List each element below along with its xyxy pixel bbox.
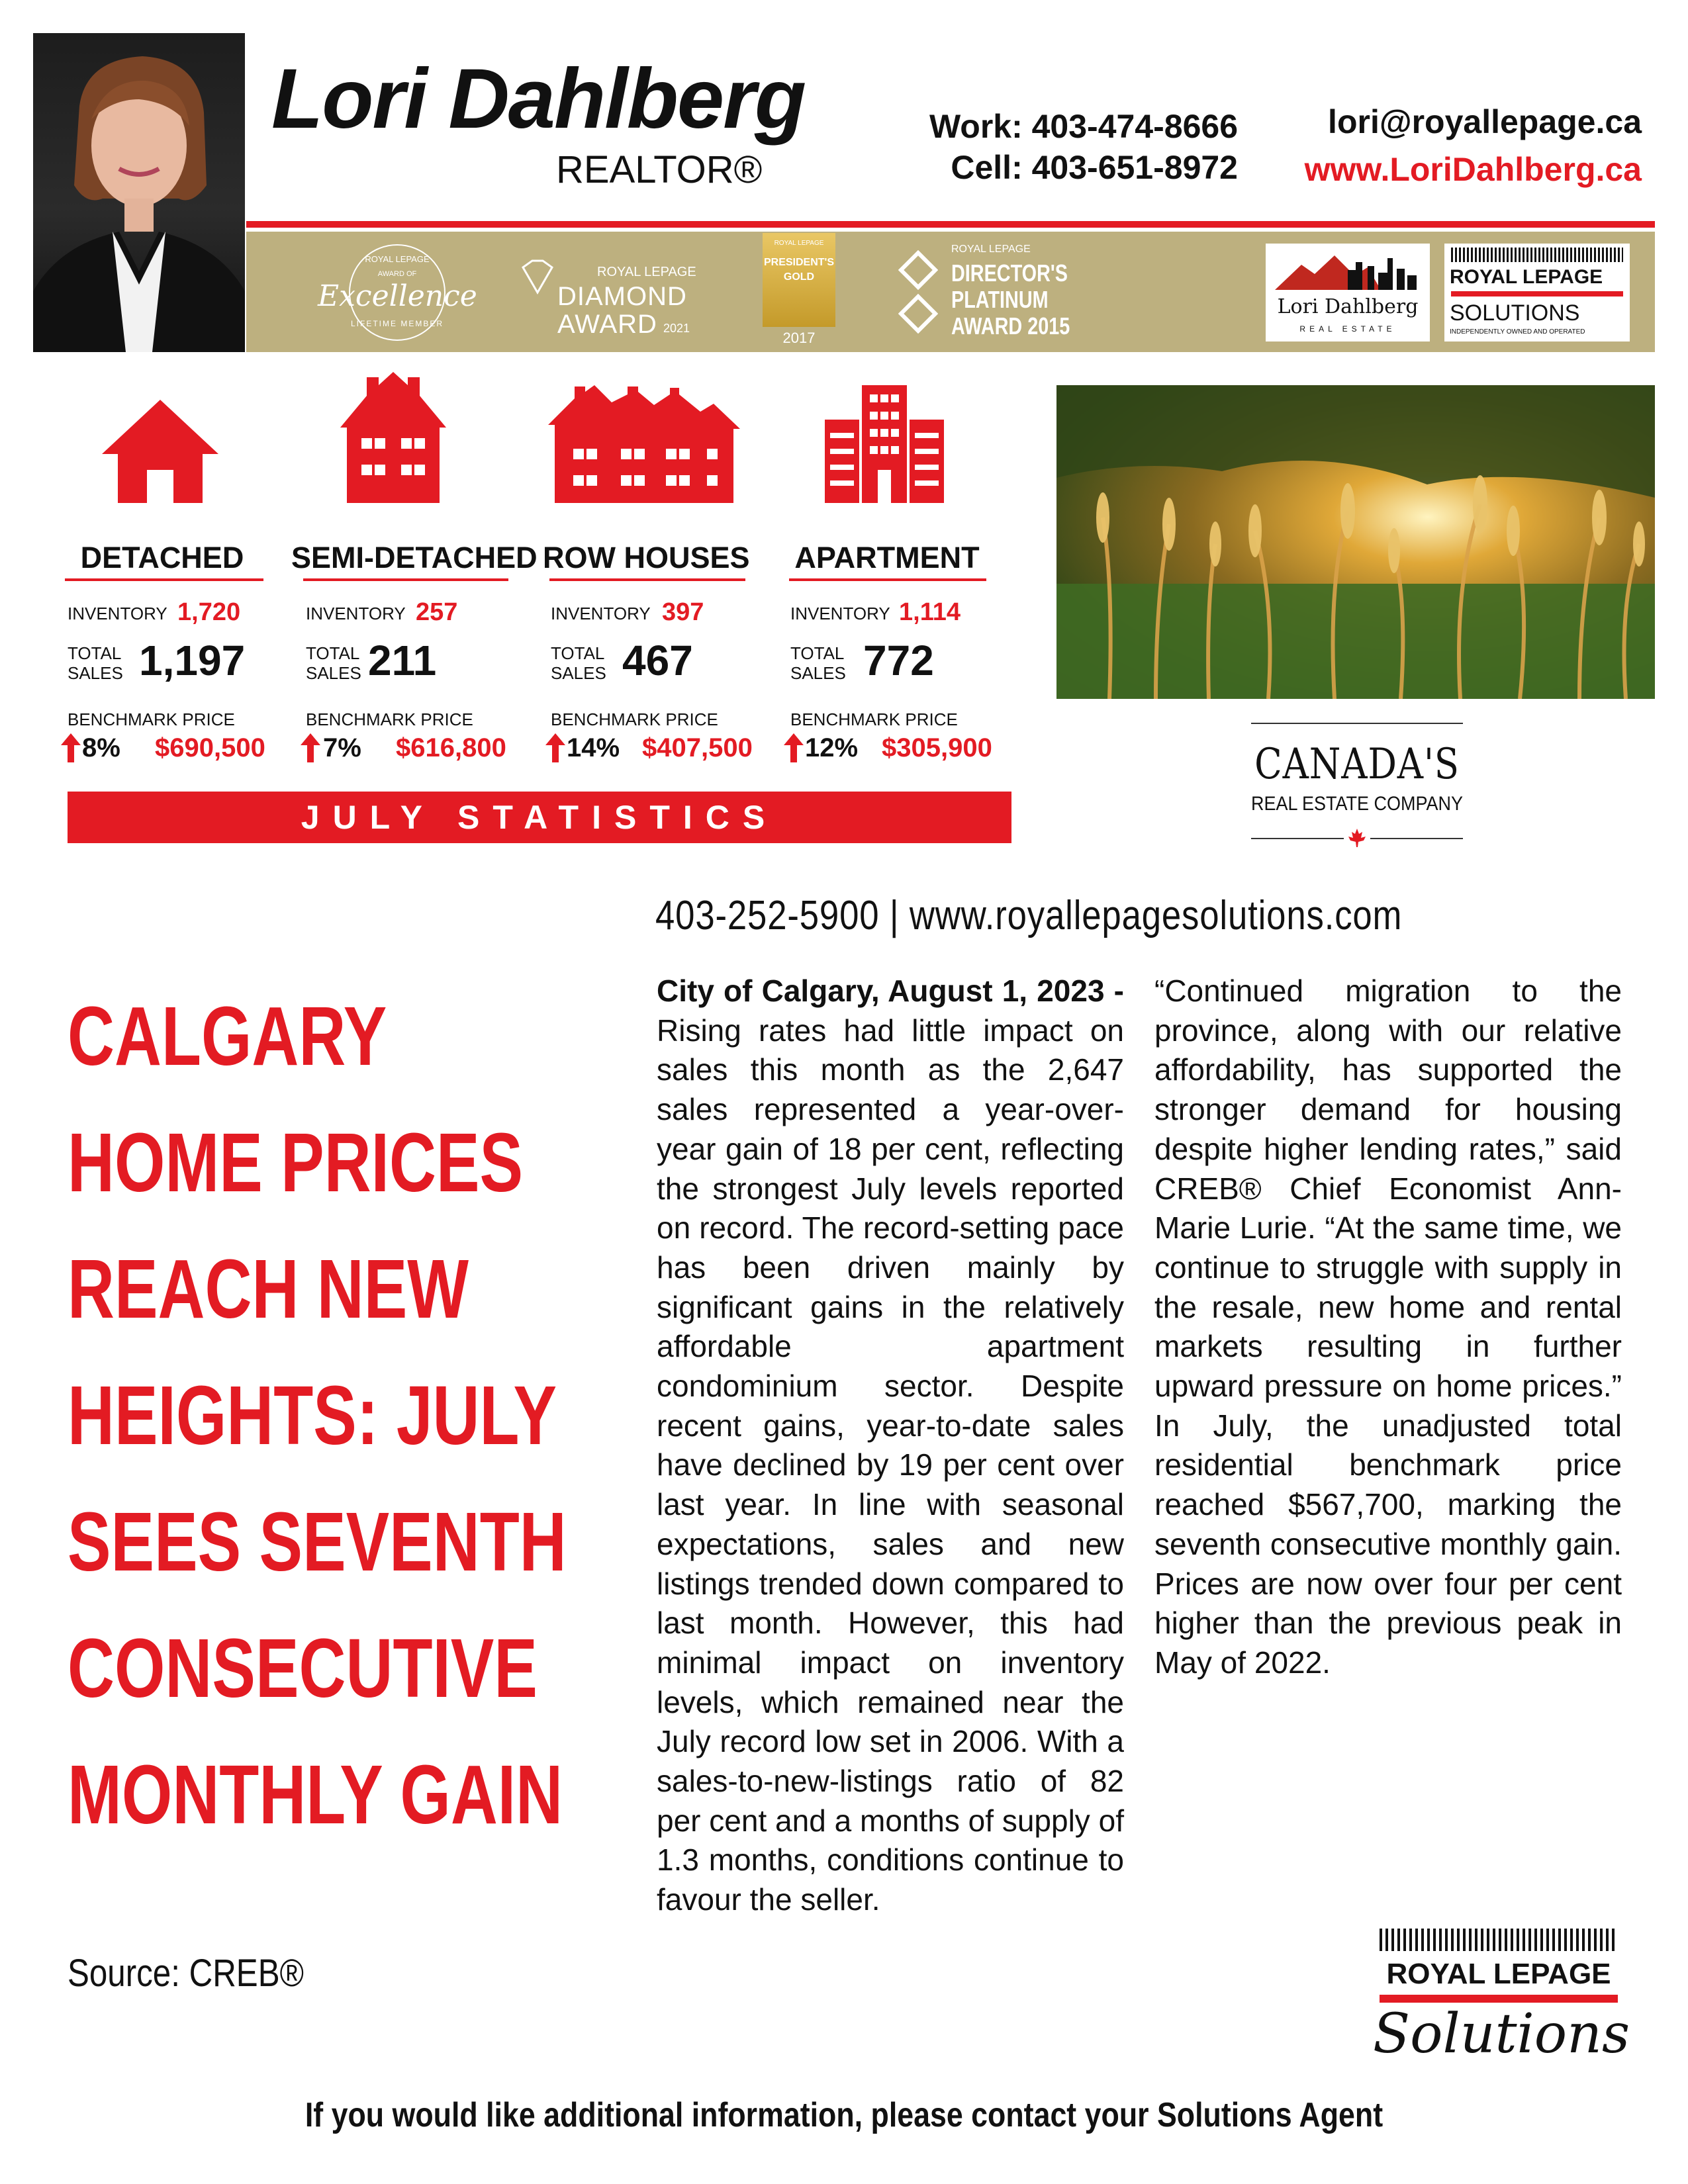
rlp-solutions-name: SOLUTIONS: [1450, 300, 1580, 326]
diamond-line2: AWARD: [557, 310, 657, 339]
rlp-brand: ROYAL LEPAGE: [1450, 266, 1603, 288]
change-row-houses: 14%: [567, 733, 620, 762]
sales-label-row-houses: SALES: [551, 663, 606, 683]
awards-bar: [246, 232, 1655, 352]
agent-logo-sub: REAL ESTATE: [1299, 324, 1396, 334]
article-body-1: Rising rates had little impact on sales this month as the 2,647 sales represented a year-over-year gain of 18 per cent, reflecting the strongest July levels reported on record. The record-setting pace has been driven mainly by significant gains in the relatively affordable apartment condominium sector. Despite recent gains, year-to-date sales have declined by 19 per cent over last year. In line with seasonal expectations, sales and new listings trended down compared to last month. However, this had minimal impact on inventory levels, which remained near the July record low set in 2006. With a sales-to-new-listings ratio of 82 per cent and a months of supply of 1.3 months, conditions continue to favour the seller.: [657, 1013, 1124, 1917]
inventory-label-semi-detached: INVENTORY: [306, 604, 406, 623]
headline-line-1: CALGARY: [68, 989, 387, 1083]
sales-label-apartment: SALES: [790, 663, 846, 683]
change-apartment: 12%: [805, 733, 859, 762]
diamond-line1: DIAMOND: [557, 282, 687, 311]
presidents-year: 2017: [782, 330, 816, 346]
row-houses-icon: [548, 385, 740, 504]
benchmark-price-apartment: $305,900: [882, 733, 992, 762]
canada-line1: CANADA'S: [1254, 740, 1460, 789]
grass-illustration-icon: [1056, 385, 1655, 699]
up-arrow-icon: [545, 733, 565, 762]
underline-apartment: [789, 578, 986, 581]
agent-logo: [1266, 244, 1430, 341]
total-label-apartment: TOTAL: [790, 643, 845, 663]
benchmark-label-apartment: BENCHMARK PRICE: [790, 709, 958, 729]
sales-label-semi-detached: SALES: [306, 663, 361, 683]
platinum-award: [898, 244, 1097, 343]
inventory-apartment: 1,114: [899, 598, 961, 626]
presidents-brand: ROYAL LEPAGE: [774, 240, 824, 247]
agent-name: Lori Dahlberg: [271, 52, 806, 146]
benchmark-price-detached: $690,500: [155, 733, 265, 762]
total-label-row-houses: TOTAL: [551, 643, 605, 663]
agent-logo-name: Lori Dahlberg: [1277, 295, 1419, 318]
footer-message: If you would like additional information, please contact your Solutions Agent: [305, 2096, 1383, 2134]
label-semi-detached: SEMI-DETACHED: [291, 541, 538, 574]
maple-leaf-icon: [1348, 829, 1366, 847]
headline-line-3: REACH NEW: [68, 1242, 469, 1336]
rlp-footer-brand: ROYAL LEPAGE: [1386, 1958, 1611, 1990]
total-label-detached: TOTAL: [68, 643, 122, 663]
underline-semi-detached: [303, 578, 508, 581]
rlp-solutions-footer-logo: [1373, 1929, 1630, 2066]
canada-top-rule: [1251, 723, 1463, 724]
headline: [68, 973, 610, 1858]
canada-line2: REAL ESTATE COMPANY: [1250, 793, 1464, 815]
rlp-footer-solutions: Solutions: [1373, 2003, 1630, 2066]
excellence-award-of: AWARD OF: [377, 270, 417, 278]
article-column-2: [1154, 972, 1622, 1683]
canadas-real-estate-logo: [1231, 723, 1483, 855]
header-divider: [246, 221, 1655, 228]
office-contact-line[interactable]: 403-252-5900 | www.royallepagesolutions.com: [655, 893, 1403, 938]
rlp-tagline: INDEPENDENTLY OWNED AND OPERATED: [1450, 328, 1585, 336]
july-statistics-banner: JULY STATISTICS: [68, 792, 1011, 843]
benchmark-label-detached: BENCHMARK PRICE: [68, 709, 235, 729]
benchmark-price-row-houses: $407,500: [642, 733, 753, 762]
article-column-1: [657, 972, 1124, 1920]
property-stats: [0, 371, 1033, 781]
rlp-solutions-logo: [1444, 244, 1630, 341]
inventory-label-row-houses: INVENTORY: [551, 604, 651, 623]
up-arrow-icon: [784, 733, 804, 762]
diamond-brand: ROYAL LEPAGE: [597, 265, 696, 279]
diamond-award: [518, 258, 703, 338]
agent-photo: [33, 33, 245, 352]
inventory-detached: 1,720: [177, 598, 241, 626]
diamond-year: 2021: [663, 322, 690, 335]
headline-line-4: HEIGHTS: JULY: [68, 1369, 557, 1462]
agent-portrait-icon: [33, 33, 245, 352]
benchmark-price-semi-detached: $616,800: [396, 733, 506, 762]
source-credit: Source: CREB®: [68, 1952, 304, 1995]
excellence-brand: ROYAL LEPAGE: [365, 254, 430, 264]
platinum-line2: PLATINUM: [951, 286, 1049, 313]
inventory-semi-detached: 257: [416, 598, 458, 626]
rlp-footer-red-bar: [1380, 1995, 1618, 2003]
total-label-semi-detached: TOTAL: [306, 643, 360, 663]
cell-phone[interactable]: Cell: 403-651-8972: [951, 149, 1238, 186]
platinum-line1: DIRECTOR'S: [951, 259, 1068, 287]
up-arrow-icon: [301, 733, 320, 762]
change-semi-detached: 7%: [323, 733, 361, 762]
underline-detached: [65, 578, 263, 581]
headline-line-6: CONSECUTIVE: [68, 1621, 538, 1715]
label-detached: DETACHED: [80, 541, 244, 574]
total-sales-apartment: 772: [863, 637, 934, 684]
rlp-footer-barcode: [1380, 1929, 1618, 1951]
benchmark-label-row-houses: BENCHMARK PRICE: [551, 709, 718, 729]
article-body-2: “Continued migration to the province, along with our relative affordability, has supported the stronger demand for housing despite higher lending rates,” said CREB® Chief Economist Ann-Marie Lurie. “At the same time, we continue to struggle with supply in the resale, new home and rental markets resulting in further upward pressure on home prices.” In July, the unadjusted total residential benchmark price reached $567,700, marking the seventh consecutive monthly gain. Prices are now over four per cent higher than the previous peak in May of 2022.: [1154, 974, 1622, 1680]
email-link[interactable]: lori@royallepage.ca: [1328, 103, 1642, 140]
apartment-icon: [825, 385, 944, 504]
presidents-gold-award: [763, 233, 835, 352]
label-apartment: APARTMENT: [794, 541, 980, 574]
inventory-row-houses: 397: [662, 598, 704, 626]
label-row-houses: ROW HOUSES: [543, 541, 750, 574]
canada-rule-left: [1251, 838, 1344, 839]
agent-contact: [1251, 98, 1642, 193]
inventory-label-detached: INVENTORY: [68, 604, 167, 623]
work-phone[interactable]: Work: 403-474-8666: [929, 108, 1238, 145]
platinum-emblem-icon: [898, 250, 938, 336]
semi-detached-icon: [327, 372, 459, 504]
headline-line-5: SEES SEVENTH: [68, 1495, 567, 1588]
up-arrow-icon: [61, 733, 81, 762]
house-icon: [101, 398, 220, 504]
agent-title: REALTOR®: [556, 148, 763, 191]
article-dateline: City of Calgary, August 1, 2023 -: [657, 974, 1124, 1008]
grass-photo: [1056, 385, 1655, 699]
total-sales-detached: 1,197: [139, 637, 246, 684]
excellence-award: [318, 240, 477, 345]
excellence-lifetime: LIFETIME MEMBER: [350, 319, 444, 328]
rlp-barcode-top: [1451, 248, 1623, 262]
presidents-line1: PRESIDENT'S: [763, 257, 835, 268]
excellence-title: Excellence: [318, 279, 477, 313]
change-detached: 8%: [82, 733, 120, 762]
benchmark-label-semi-detached: BENCHMARK PRICE: [306, 709, 473, 729]
platinum-brand: ROYAL LEPAGE: [951, 244, 1031, 255]
headline-line-2: HOME PRICES: [68, 1116, 524, 1209]
inventory-label-apartment: INVENTORY: [790, 604, 890, 623]
canada-rule-right: [1370, 838, 1463, 839]
sales-label-detached: SALES: [68, 663, 123, 683]
skyline-icon: [1275, 251, 1421, 291]
total-sales-semi-detached: 211: [368, 637, 437, 684]
diamond-icon: [518, 258, 557, 298]
total-sales-row-houses: 467: [622, 637, 693, 684]
presidents-line2: GOLD: [783, 271, 815, 283]
website-link[interactable]: www.LoriDahlberg.ca: [1304, 151, 1642, 188]
agent-phones: [880, 106, 1238, 188]
headline-line-7: MONTHLY GAIN: [68, 1748, 563, 1841]
rlp-red-bar: [1451, 291, 1623, 296]
underline-row-houses: [549, 578, 745, 581]
platinum-line3: AWARD 2015: [951, 312, 1070, 340]
